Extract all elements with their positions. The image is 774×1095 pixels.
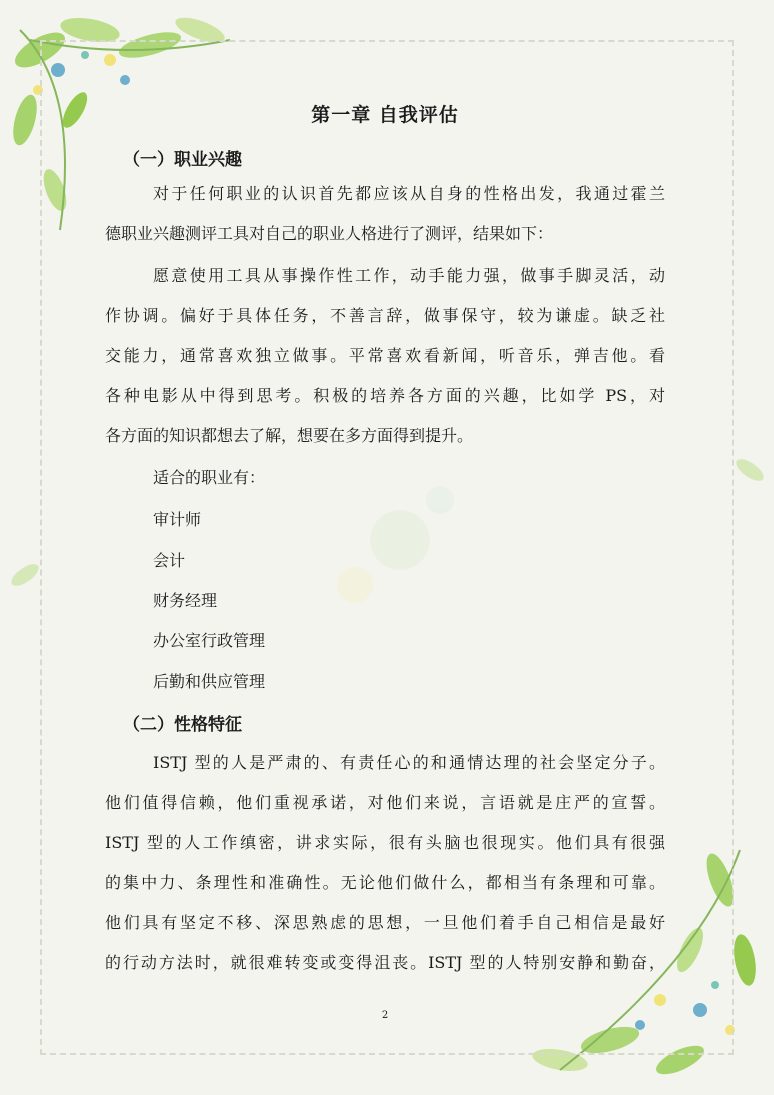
text-line: 作协调。偏好于具体任务，不善言辞，做事保守，较为谦虚。缺乏社 [105,306,665,325]
text-line: 各方面的知识都想去了解，想要在多方面得到提升。 [105,426,474,445]
career-item: 办公室行政管理 [153,631,266,650]
text-line: 他们具有坚定不移、深思熟虑的思想，一旦他们着手自己相信是最好 [105,913,665,932]
text-line: 交能力，通常喜欢独立做事。平常喜欢看新闻，听音乐，弹吉他。看 [105,346,665,365]
paragraph-interest-description [105,256,665,456]
section-heading-interest: （一）职业兴趣 [123,150,242,170]
text-line: ISTJ 型的人是严肃的、有责任心的和通情达理的社会坚定分子。 [153,753,665,772]
chapter-title: 第一章 自我评估 [311,104,459,126]
paragraph-intro [105,174,665,254]
suitable-careers-label: 适合的职业有： [153,468,266,487]
career-item: 审计师 [153,510,202,529]
document-page [105,0,665,1095]
paragraph-personality [105,743,665,983]
text-line: 愿意使用工具从事操作性工作，动手能力强，做事手脚灵活，动 [153,266,665,285]
page-number: 2 [381,1010,389,1021]
career-item: 后勤和供应管理 [153,672,266,691]
text-line: 德职业兴趣测评工具对自己的职业人格进行了测评，结果如下： [105,224,554,243]
text-line: 的行动方法时，就很难转变或变得沮丧。ISTJ 型的人特别安静和勤奋， [105,953,665,972]
text-line: ISTJ 型的人工作缜密，讲求实际，很有头脑也很现实。他们具有很强 [105,833,665,852]
section-heading-personality: （二）性格特征 [123,715,242,735]
career-item: 会计 [153,551,186,570]
text-line: 各种电影从中得到思考。积极的培养各方面的兴趣，比如学 PS，对 [105,386,665,405]
text-line: 对于任何职业的认识首先都应该从自身的性格出发，我通过霍兰 [153,184,665,203]
text-line: 的集中力、条理性和准确性。无论他们做什么，都相当有条理和可靠。 [105,873,665,892]
text-line: 他们值得信赖，他们重视承诺，对他们来说，言语就是庄严的宣誓。 [105,793,665,812]
career-item: 财务经理 [153,591,218,610]
